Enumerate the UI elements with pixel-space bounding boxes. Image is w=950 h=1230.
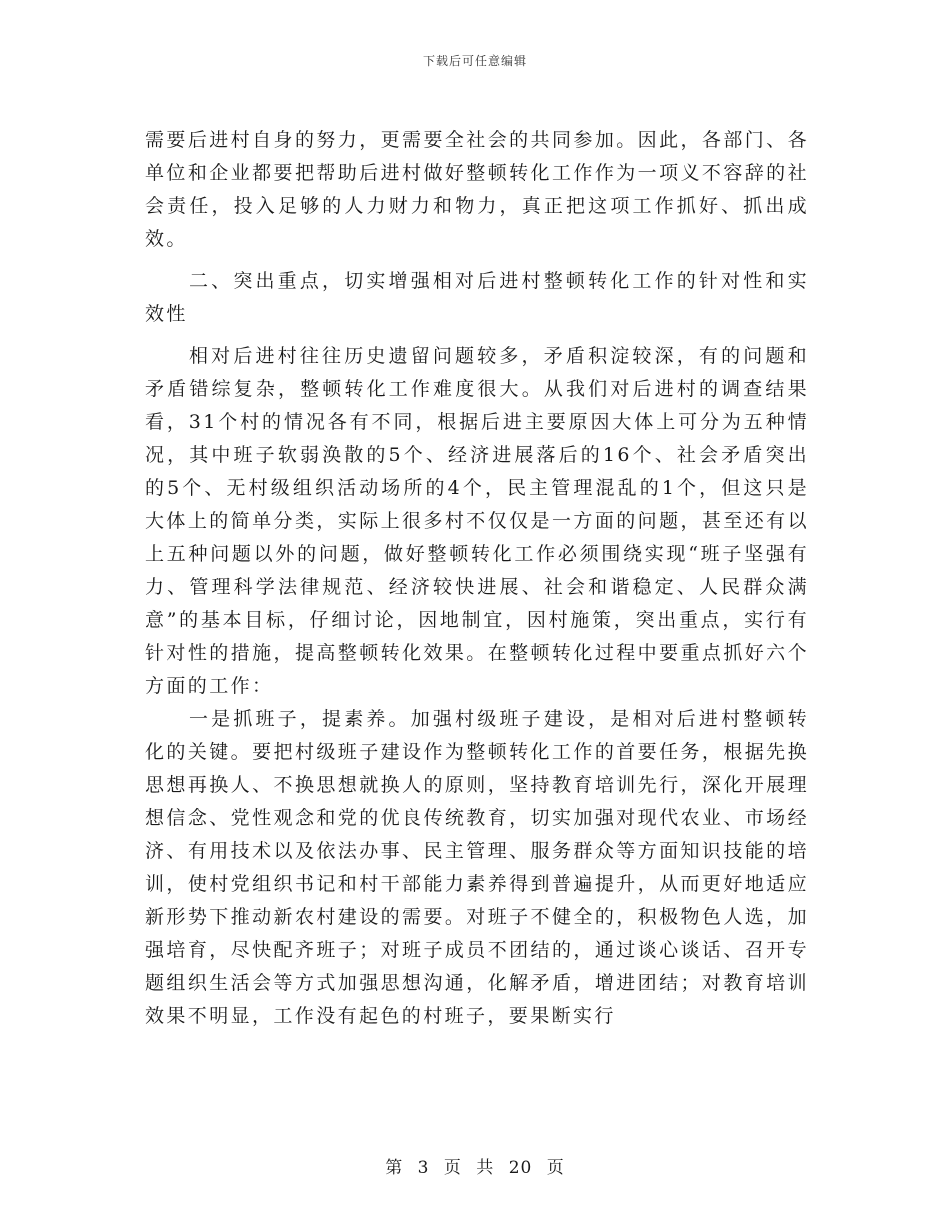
section-heading: 二、突出重点，切实增强相对后进村整顿转化工作的针对性和实效性 xyxy=(145,270,809,325)
footer-page-word: 页 xyxy=(443,1158,462,1178)
footer-total-word: 共 xyxy=(476,1158,495,1178)
footer-suffix: 页 xyxy=(546,1158,565,1178)
total-pages-number: 20 xyxy=(508,1158,533,1178)
page-number-footer xyxy=(0,1153,950,1178)
footer-prefix: 第 xyxy=(385,1158,404,1178)
header-note: 下载后可任意编辑 xyxy=(422,54,527,68)
paragraph-continuation: 需要后进村自身的努力，更需要全社会的共同参加。因此，各部门、各单位和企业都要把帮助后进村做好整顿转化工作作为一项义不容辞的社会责任，投入足够的人力财力和物力，真正把这项工作抓好、抓出成效。 xyxy=(145,129,809,250)
paragraph-point-one: 一是抓班子，提素养。加强村级班子建设，是相对后进村整顿转化的关键。要把村级班子建设作为整顿转化工作的首要任务，根据先换思想再换人、不换思想就换人的原则，坚持教育培训先行，深化开展理想信念、党性观念和党的优良传统教育，切实加强对现代农业、市场经济、有用技术以及依法办事、民主管理、服务群众等方面知识技能的培训，使村党组织书记和村干部能力素养得到普遍提升，从而更好地适应新形势下推动新农村建设的需要。对班子不健全的，积极物色人选，加强培育，尽快配齐班子；对班子成员不团结的，通过谈心谈话、召开专题组织生活会等方式加强思想沟通，化解矛盾，增进团结；对教育培训效果不明显，工作没有起色的村班子，要果断实行 xyxy=(145,708,809,1027)
document-body xyxy=(145,124,809,1033)
current-page-number: 3 xyxy=(417,1158,430,1178)
paragraph-analysis: 相对后进村往往历史遗留问题较多，矛盾积淀较深，有的问题和矛盾错综复杂，整顿转化工作难度很大。从我们对后进村的调查结果看，31个村的情况各有不同，根据后进主要原因大体上可分为五种情况，其中班子软弱涣散的5个、经济进展落后的16个、社会矛盾突出的5个、无村级组织活动场所的4个，民主管理混乱的1个，但这只是大体上的简单分类，实际上很多村不仅仅是一方面的问题，甚至还有以上五种问题以外的问题，做好整顿转化工作必须围绕实现“班子坚强有力、管理科学法律规范、经济较快进展、社会和谐稳定、人民群众满意”的基本目标，仔细讨论，因地制宜，因村施策，突出重点，实行有针对性的措施，提高整顿转化效果。在整顿转化过程中要重点抓好六个方面的工作： xyxy=(145,345,809,697)
